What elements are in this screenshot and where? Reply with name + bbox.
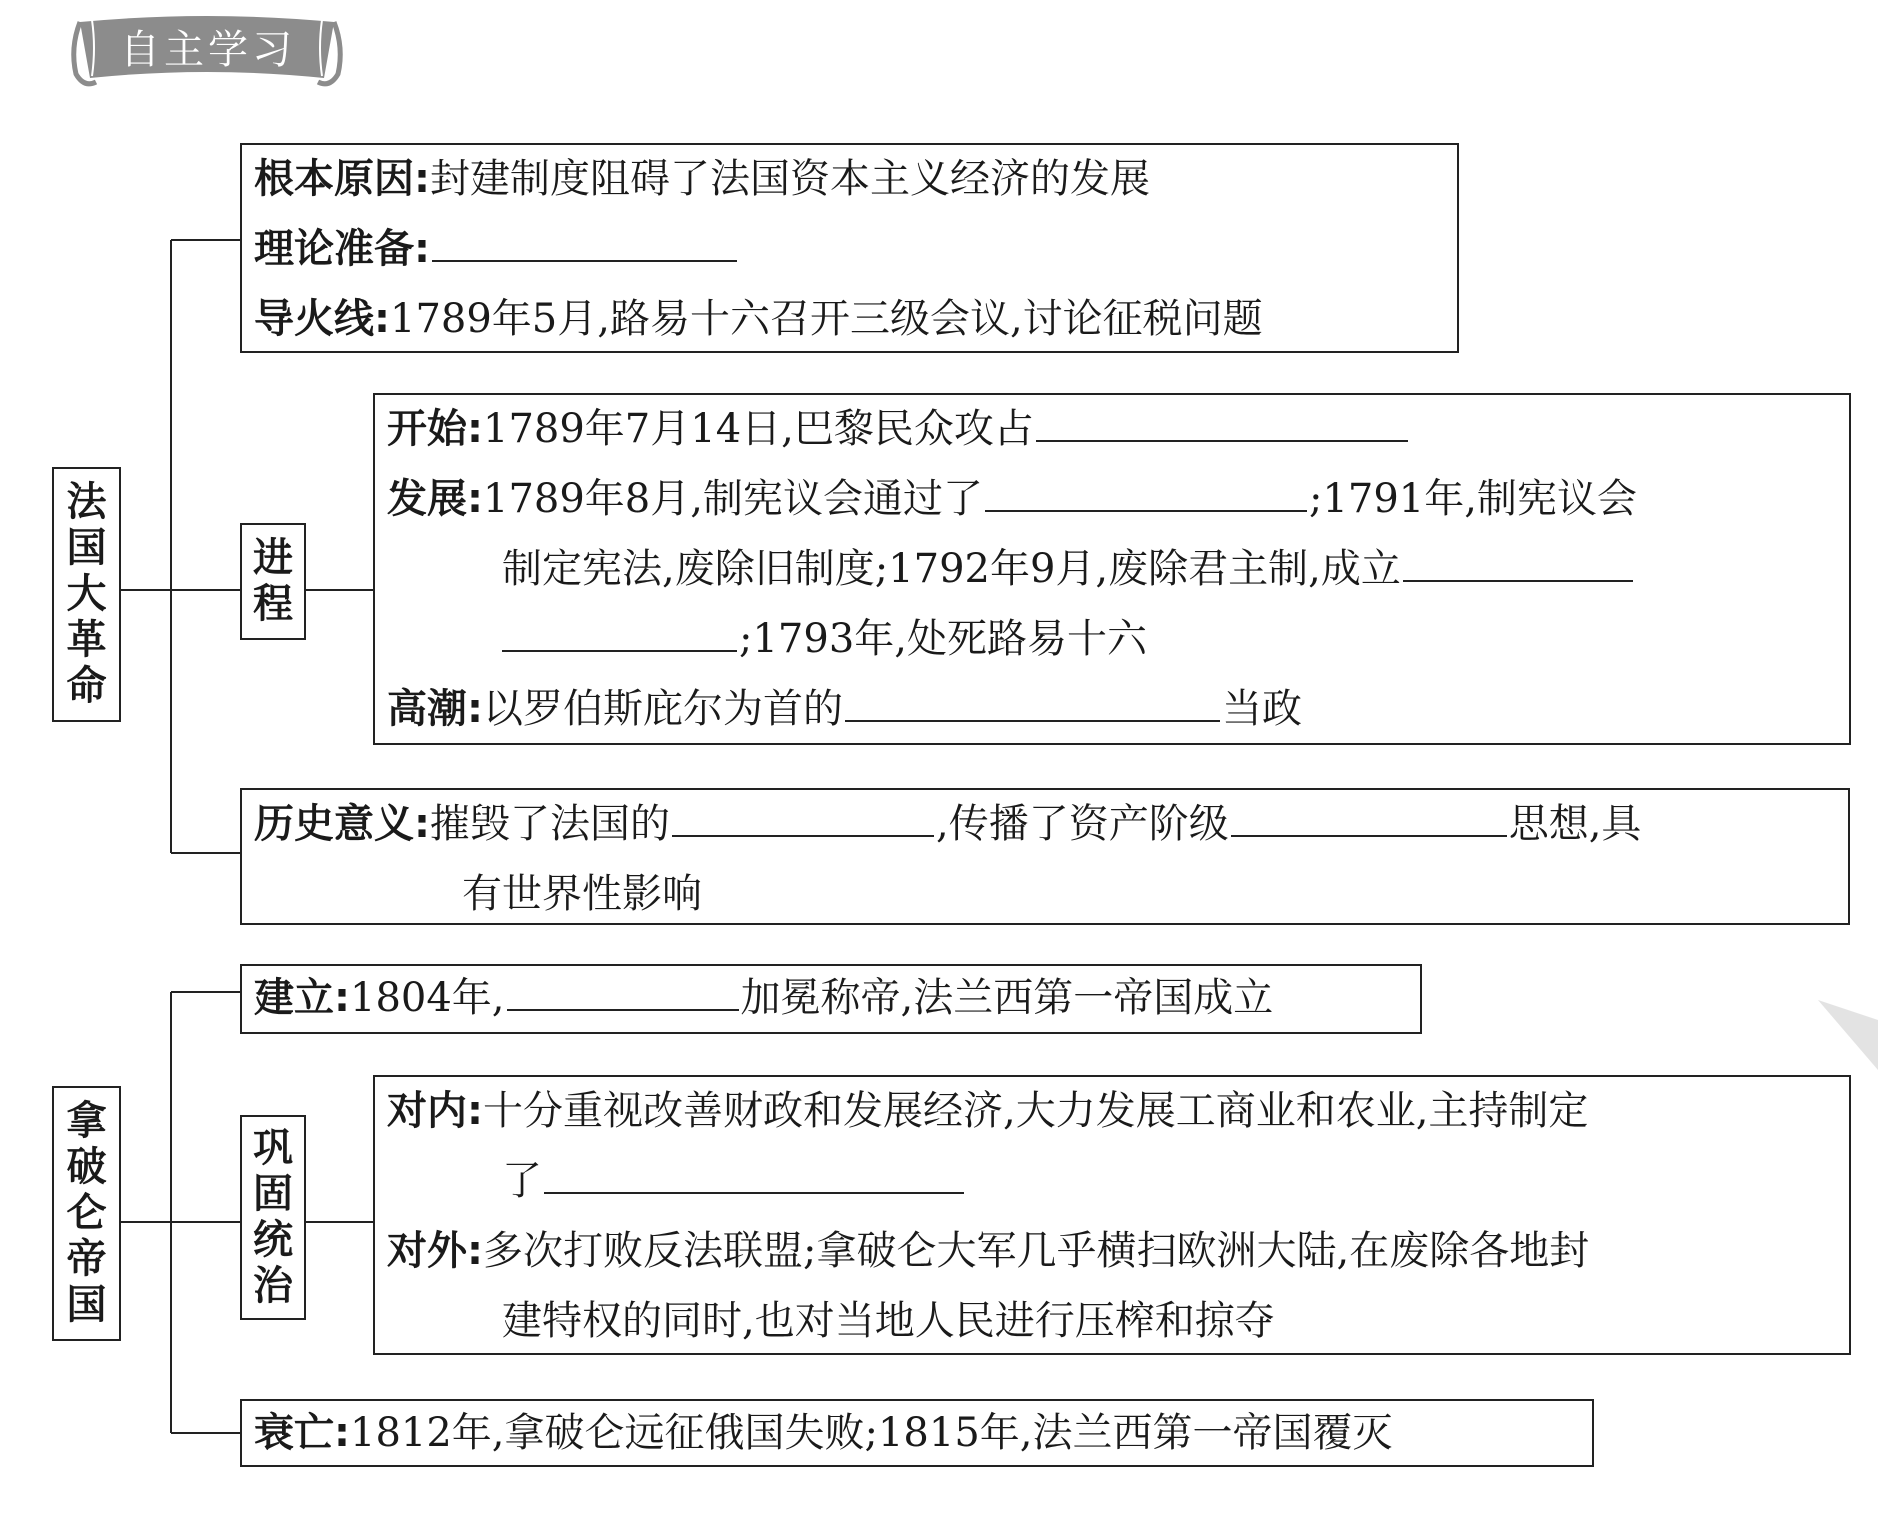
root-cause-row bbox=[254, 155, 1150, 203]
development-row-3 bbox=[502, 615, 1147, 663]
significance-text-2: ,传播了资产阶级 bbox=[936, 801, 1229, 847]
foreign-text-2: 建特权的同时,也对当地人民进行压榨和掠夺 bbox=[502, 1298, 1275, 1344]
start-key: 开始: bbox=[387, 406, 483, 452]
development-row bbox=[387, 475, 1637, 523]
domestic-key: 对内: bbox=[387, 1088, 483, 1134]
label-char: 拿 bbox=[66, 1098, 107, 1144]
domestic-text-2: 了 bbox=[502, 1158, 542, 1204]
climax-text-2: 当政 bbox=[1222, 686, 1302, 732]
process-box bbox=[373, 393, 1851, 745]
label-char: 统 bbox=[253, 1217, 293, 1263]
label-char: 进 bbox=[253, 535, 293, 581]
start-blank[interactable] bbox=[1036, 406, 1408, 442]
founding-text-2: 加冕称帝,法兰西第一帝国成立 bbox=[740, 975, 1274, 1021]
label-char: 固 bbox=[253, 1171, 293, 1217]
foreign-row bbox=[387, 1227, 1589, 1275]
label-char: 革 bbox=[66, 617, 107, 663]
trigger-row bbox=[254, 295, 1263, 343]
founding-box bbox=[240, 964, 1422, 1034]
decline-text: 1812年,拿破仑远征俄国失败;1815年,法兰西第一帝国覆灭 bbox=[350, 1410, 1393, 1456]
significance-key: 历史意义: bbox=[254, 801, 430, 847]
theory-key: 理论准备: bbox=[254, 226, 430, 272]
development-text-1: 1789年8月,制宪议会通过了 bbox=[483, 476, 983, 522]
label-char: 破 bbox=[66, 1144, 107, 1190]
consolidation-label bbox=[240, 1115, 306, 1320]
significance-blank-2[interactable] bbox=[1231, 801, 1507, 837]
climax-row bbox=[387, 685, 1302, 733]
label-char: 法 bbox=[66, 479, 107, 525]
trigger-key: 导火线: bbox=[254, 296, 390, 342]
label-char: 命 bbox=[66, 663, 107, 709]
founding-row bbox=[254, 974, 1273, 1022]
climax-blank[interactable] bbox=[845, 686, 1220, 722]
decline-box bbox=[240, 1399, 1594, 1467]
decorative-triangle bbox=[1818, 1000, 1878, 1080]
foreign-key: 对外: bbox=[387, 1228, 483, 1274]
significance-row bbox=[254, 800, 1641, 848]
significance-box bbox=[240, 788, 1850, 925]
domestic-row bbox=[387, 1087, 1588, 1135]
significance-text-4: 有世界性影响 bbox=[462, 871, 702, 917]
foreign-text-1: 多次打败反法联盟;拿破仑大军几乎横扫欧洲大陆,在废除各地封 bbox=[483, 1228, 1590, 1274]
development-row-2 bbox=[502, 545, 1635, 593]
development-blank-3[interactable] bbox=[502, 616, 737, 652]
start-row bbox=[387, 405, 1410, 453]
label-char: 仑 bbox=[66, 1190, 107, 1236]
domestic-blank[interactable] bbox=[544, 1158, 964, 1194]
domestic-row-2 bbox=[502, 1157, 966, 1205]
domestic-text-1: 十分重视改善财政和发展经济,大力发展工商业和农业,主持制定 bbox=[483, 1088, 1589, 1134]
root-label-revolution bbox=[52, 467, 121, 722]
theory-row bbox=[254, 225, 739, 273]
significance-row-2 bbox=[462, 870, 702, 918]
label-char: 大 bbox=[66, 571, 107, 617]
climax-text-1: 以罗伯斯庇尔为首的 bbox=[483, 686, 843, 732]
development-text-3: 制定宪法,废除旧制度;1792年9月,废除君主制,成立 bbox=[502, 546, 1401, 592]
development-key: 发展: bbox=[387, 476, 483, 522]
label-char: 帝 bbox=[66, 1236, 107, 1282]
consolidation-box bbox=[373, 1075, 1851, 1355]
decline-row bbox=[254, 1409, 1393, 1457]
label-char: 治 bbox=[253, 1263, 293, 1309]
root-cause-text: 封建制度阻碍了法国资本主义经济的发展 bbox=[430, 156, 1150, 202]
section-title: 自主学习 bbox=[120, 27, 296, 73]
founding-key: 建立: bbox=[254, 975, 350, 1021]
development-blank-1[interactable] bbox=[985, 476, 1307, 512]
label-char: 巩 bbox=[253, 1125, 293, 1171]
significance-text-3: 思想,具 bbox=[1508, 801, 1642, 847]
development-text-2: ;1791年,制宪议会 bbox=[1308, 476, 1637, 522]
theory-blank[interactable] bbox=[432, 226, 737, 262]
label-char: 国 bbox=[66, 525, 107, 571]
significance-text-1: 摧毁了法国的 bbox=[430, 801, 670, 847]
founding-blank[interactable] bbox=[507, 975, 739, 1011]
label-char: 程 bbox=[253, 581, 293, 627]
development-text-4: ;1793年,处死路易十六 bbox=[739, 616, 1147, 662]
root-cause-key: 根本原因: bbox=[254, 156, 430, 202]
start-text: 1789年7月14日,巴黎民众攻占 bbox=[483, 406, 1034, 452]
root-label-empire bbox=[52, 1086, 121, 1341]
climax-key: 高潮: bbox=[387, 686, 483, 732]
decline-key: 衰亡: bbox=[254, 1410, 350, 1456]
foreign-row-2 bbox=[502, 1297, 1275, 1345]
label-char: 国 bbox=[66, 1282, 107, 1328]
founding-text-1: 1804年, bbox=[350, 975, 505, 1021]
process-label bbox=[240, 523, 306, 640]
causes-box bbox=[240, 143, 1459, 353]
development-blank-2[interactable] bbox=[1403, 546, 1633, 582]
significance-blank-1[interactable] bbox=[672, 801, 934, 837]
trigger-text: 1789年5月,路易十六召开三级会议,讨论征税问题 bbox=[390, 296, 1263, 342]
